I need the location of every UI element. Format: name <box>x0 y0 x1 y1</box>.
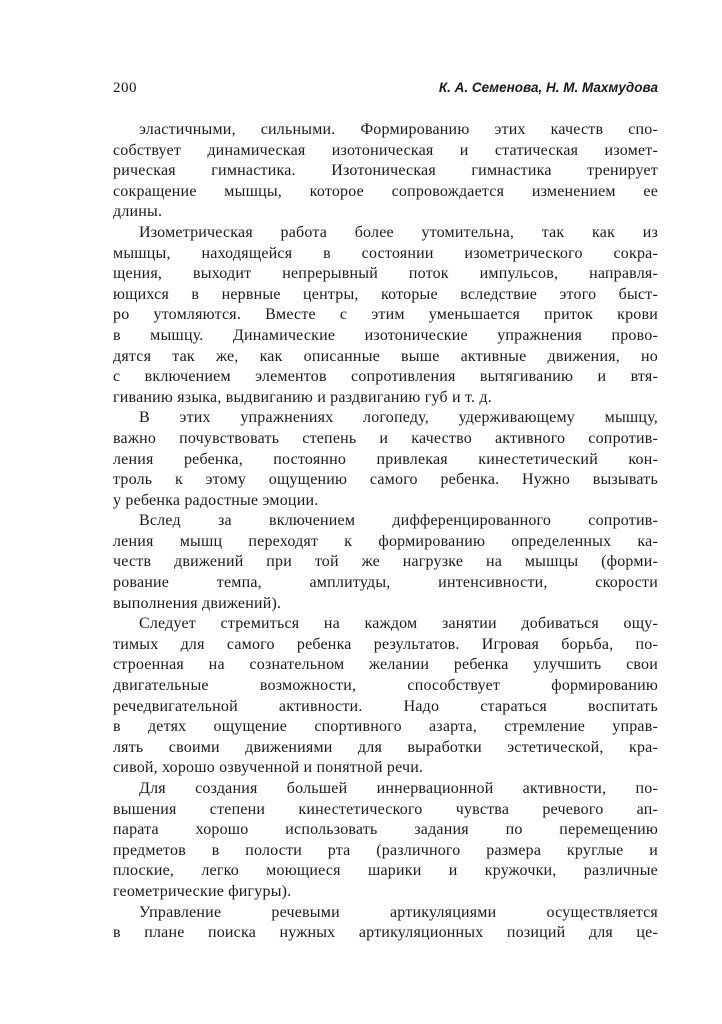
text-line: собствует динамическая изотоническая и статическая изомет- <box>113 141 658 159</box>
text-line: лять своими движениями для выработки эстетической, кра- <box>113 738 658 756</box>
page-number: 200 <box>113 80 137 96</box>
text-line: рическая гимнастика. Изотоническая гимнастика тренирует <box>113 162 658 180</box>
text-line: в мышцу. Динамические изотонические упражнения прово- <box>113 326 658 344</box>
text-line: дятся так же, как описанные выше активные движения, но <box>113 347 658 365</box>
page-header <box>113 80 658 102</box>
text-line: Вслед за включением дифференцированного сопротив- <box>139 512 658 530</box>
text-line: речедвигательной активности. Надо стараться воспитать <box>113 697 658 715</box>
text-line: Следует стремиться на каждом занятии добиваться ощу- <box>139 615 658 633</box>
text-line: вышения степени кинестетического чувства речевого ап- <box>113 800 658 818</box>
text-line: строенная на сознательном желании ребенка улучшить свои <box>113 656 658 674</box>
text-line: ющихся в нервные центры, которые вследствие этого быст- <box>113 285 658 303</box>
text-line: эластичными, сильными. Формированию этих качеств спо- <box>139 121 658 138</box>
text-line: в плане поиска нужных артикуляционных позиций для це- <box>113 924 658 942</box>
text-line: Для создания большей иннервационной активности, по- <box>139 780 658 797</box>
text-line: честв движений при той же нагрузке на мышцы (форми- <box>113 553 658 571</box>
paragraph <box>113 408 658 511</box>
text-line: важно почувствовать степень и качество активного сопротив- <box>113 429 658 447</box>
paragraph <box>113 779 658 903</box>
text-line: мышцы, находящейся в состоянии изометрического сокра- <box>113 244 658 262</box>
text-line: троль к этому ощущению самого ребенка. Нужно вызывать <box>113 471 658 489</box>
text-line: ро утомляются. Вместе с этим уменьшается приток крови <box>113 306 658 324</box>
text-line: в детях ощущение спортивного азарта, стремление управ- <box>113 718 658 736</box>
text-line: у ребенка радостные эмоции. <box>113 491 319 509</box>
text-line: предметов в полости рта (различного размера круглые и <box>113 841 658 859</box>
text-line: Управление речевыми артикуляциями осуществляется <box>139 903 658 921</box>
page-body-text <box>113 120 658 944</box>
paragraph <box>113 511 658 614</box>
text-line: Изометрическая работа более утомительна, так как из <box>139 223 658 241</box>
text-line: геометрические фигуры). <box>113 882 292 900</box>
text-line: парата хорошо использовать задания по перемещению <box>113 821 658 839</box>
text-line: длины. <box>113 203 163 221</box>
paragraph <box>113 614 658 779</box>
text-line: В этих упражнениях логопеду, удерживающему мышцу, <box>139 409 658 427</box>
text-line: тимых для самого ребенка результатов. Игровая борьба, по- <box>113 635 658 653</box>
paragraph <box>113 120 658 223</box>
text-line: сивой, хорошо озвученной и понятной речи. <box>113 759 424 777</box>
text-line: сокращение мышцы, которое сопровождается изменением ее <box>113 182 658 200</box>
text-line: двигательные возможности, способствует формированию <box>113 677 658 695</box>
text-line: ления ребенка, постоянно привлекая кинестетический кон- <box>113 450 658 468</box>
running-head-authors: К. А. Семенова, Н. М. Махмудова <box>438 80 658 95</box>
text-line: гиванию языка, выдвиганию и раздвиганию губ и т. д. <box>113 388 492 406</box>
text-line: ления мышц переходят к формированию определенных ка- <box>113 532 658 550</box>
text-line: выполнения движений). <box>113 594 282 612</box>
text-line: плоские, легко моющиеся шарики и кружочки, различные <box>113 862 658 880</box>
paragraph <box>113 223 658 408</box>
text-line: щения, выходит непрерывный поток импульсов, направля- <box>113 265 658 283</box>
text-line: с включением элементов сопротивления вытягиванию и втя- <box>113 368 658 386</box>
paragraph <box>113 903 658 944</box>
text-line: рование темпа, амплитуды, интенсивности, скорости <box>113 574 658 592</box>
